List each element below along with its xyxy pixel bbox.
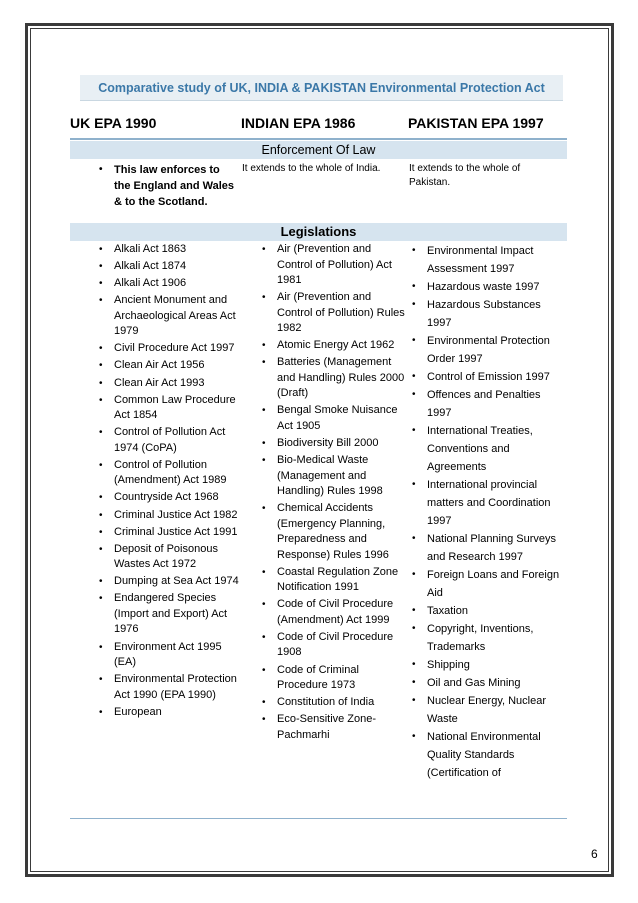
- legislation-item-uk: • Control of Pollution Act 1974 (CoPA): [95, 425, 240, 456]
- legislation-item-pakistan: • Foreign Loans and Foreign Aid: [408, 566, 563, 602]
- legislations-india-column: [258, 242, 406, 745]
- column-header-pakistan: PAKISTAN EPA 1997: [408, 115, 544, 131]
- legislation-item-uk: • Civil Procedure Act 1997: [95, 341, 240, 357]
- legislation-item-uk: • European: [95, 705, 240, 721]
- legislation-item-pakistan: • Oil and Gas Mining: [408, 674, 563, 692]
- legislation-item-india: • Code of Civil Procedure 1908: [258, 630, 406, 661]
- legislation-item-india: • Chemical Accidents (Emergency Planning, Preparedness and Response) Rules 1996: [258, 501, 406, 563]
- legislation-item-pakistan: • International Treaties, Conventions and Agreements: [408, 422, 563, 476]
- legislation-item-india: • Air (Prevention and Control of Pollution) Rules 1982: [258, 290, 406, 337]
- legislation-item-uk: • Clean Air Act 1956: [95, 358, 240, 374]
- legislation-item-uk: • Endangered Species (Import and Export) Act 1976: [95, 591, 240, 638]
- legislation-item-uk: • Common Law Procedure Act 1854: [95, 393, 240, 424]
- column-header-uk: UK EPA 1990: [70, 115, 157, 131]
- legislation-item-pakistan: • National Environmental Quality Standards (Certification of: [408, 728, 563, 782]
- legislation-item-uk: • Alkali Act 1906: [95, 276, 240, 292]
- page-number: 6: [591, 847, 598, 861]
- enforcement-uk-cell: [95, 162, 235, 212]
- enforcement-heading: Enforcement Of Law: [261, 143, 376, 157]
- legislation-item-uk: • Environment Act 1995 (EA): [95, 640, 240, 671]
- legislations-uk-column: [95, 242, 240, 722]
- legislation-item-india: • Bio-Medical Waste (Management and Handling) Rules 1998: [258, 453, 406, 500]
- legislation-item-pakistan: • Control of Emission 1997: [408, 368, 563, 386]
- legislation-item-india: • Eco-Sensitive Zone- Pachmarhi: [258, 712, 406, 743]
- legislation-item-india: • Air (Prevention and Control of Pollution) Act 1981: [258, 242, 406, 289]
- legislation-item-uk: • Clean Air Act 1993: [95, 376, 240, 392]
- legislation-item-uk: • Dumping at Sea Act 1974: [95, 574, 240, 590]
- enforcement-uk-text: • This law enforces to the England and Wales & to the Scotland.: [95, 162, 235, 210]
- legislation-item-pakistan: • Offences and Penalties 1997: [408, 386, 563, 422]
- legislation-item-uk: • Control of Pollution (Amendment) Act 1989: [95, 458, 240, 489]
- legislation-item-pakistan: • International provincial matters and Coordination 1997: [408, 476, 563, 530]
- column-header-india: INDIAN EPA 1986: [241, 115, 356, 131]
- legislation-item-india: • Code of Criminal Procedure 1973: [258, 663, 406, 694]
- legislation-item-uk: • Ancient Monument and Archaeological Areas Act 1979: [95, 293, 240, 340]
- legislation-item-india: • Code of Civil Procedure (Amendment) Act 1999: [258, 597, 406, 628]
- legislation-item-uk: • Criminal Justice Act 1982: [95, 508, 240, 524]
- legislation-item-india: • Coastal Regulation Zone Notification 1991: [258, 565, 406, 596]
- enforcement-pakistan-text: It extends to the whole of Pakistan.: [409, 163, 521, 188]
- legislation-item-pakistan: • Environmental Protection Order 1997: [408, 332, 563, 368]
- legislation-item-uk: • Alkali Act 1874: [95, 259, 240, 275]
- legislation-item-pakistan: • National Planning Surveys and Research 1997: [408, 530, 563, 566]
- legislation-item-pakistan: • Nuclear Energy, Nuclear Waste: [408, 692, 563, 728]
- legislations-band: [70, 223, 567, 241]
- legislation-item-india: • Batteries (Management and Handling) Rules 2000 (Draft): [258, 355, 406, 402]
- table-bottom-divider: [70, 818, 567, 819]
- enforcement-india-text: It extends to the whole of India.: [242, 163, 381, 174]
- legislation-item-pakistan: • Copyright, Inventions, Trademarks: [408, 620, 563, 656]
- legislation-item-uk: • Deposit of Poisonous Wastes Act 1972: [95, 542, 240, 573]
- legislation-item-pakistan: • Hazardous waste 1997: [408, 278, 563, 296]
- legislation-item-pakistan: • Shipping: [408, 656, 563, 674]
- document-title: Comparative study of UK, INDIA & PAKISTAN Environmental Protection Act: [80, 75, 563, 101]
- legislations-heading: Legislations: [280, 224, 357, 239]
- legislation-item-uk: • Criminal Justice Act 1991: [95, 525, 240, 541]
- legislation-item-pakistan: • Hazardous Substances 1997: [408, 296, 563, 332]
- legislation-item-uk: • Alkali Act 1863: [95, 242, 240, 258]
- legislations-pakistan-column: [408, 242, 563, 782]
- legislation-item-india: • Atomic Energy Act 1962: [258, 338, 406, 354]
- legislation-item-india: • Biodiversity Bill 2000: [258, 436, 406, 452]
- legislation-item-pakistan: • Environmental Impact Assessment 1997: [408, 242, 563, 278]
- legislation-item-india: • Bengal Smoke Nuisance Act 1905: [258, 403, 406, 434]
- legislation-item-india: • Constitution of India: [258, 695, 406, 711]
- legislation-item-uk: • Countryside Act 1968: [95, 490, 240, 506]
- legislation-item-uk: • Environmental Protection Act 1990 (EPA 1990): [95, 672, 240, 703]
- legislation-item-pakistan: • Taxation: [408, 602, 563, 620]
- header-divider: [70, 138, 567, 140]
- enforcement-band: [70, 141, 567, 159]
